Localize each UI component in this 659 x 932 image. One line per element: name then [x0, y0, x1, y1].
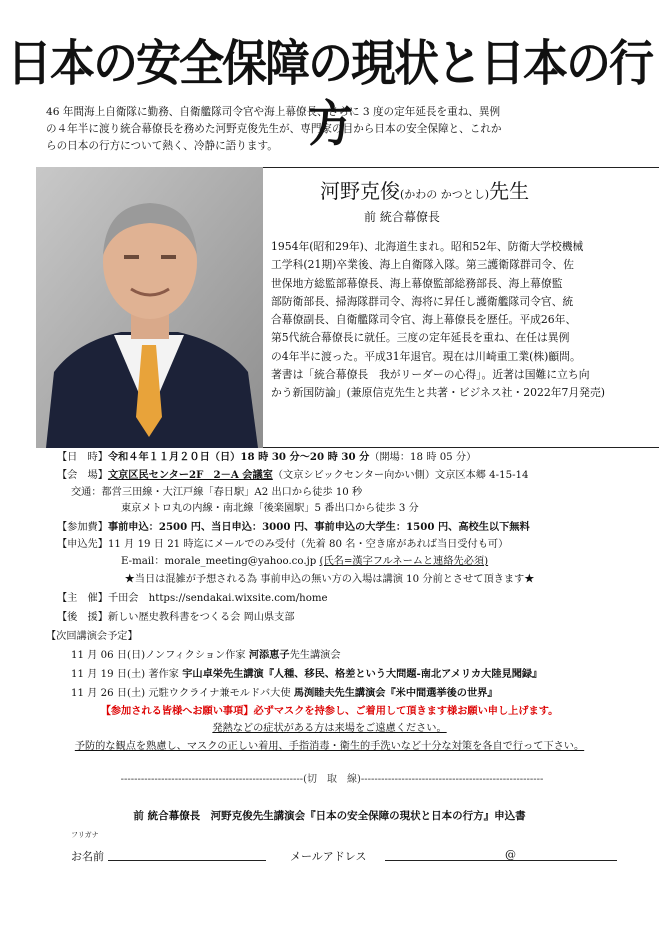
furigana-label: フリガナ	[71, 831, 99, 839]
bio-line: 合幕僚副長、自衛艦隊司令官、海上幕僚長を歴任。平成26年、	[271, 313, 577, 327]
page-title: 日本の安全保障の現状と日本の行方	[6, 34, 652, 153]
access-line: 交通：都営三田線・大江戸線「春日駅」A2 出口から徒歩 10 秒	[71, 487, 363, 498]
intro-line: 46 年間海上自衛隊に勤務、自衛艦隊司令官や海上幕僚長、さらに 3 度の定年延長を重ね、異例	[46, 106, 501, 118]
speaker-bio	[271, 238, 659, 403]
name-field[interactable]	[108, 860, 266, 861]
intro-line: の４年半に渡り統合幕僚長を務めた河野克俊先生が、専門家の目から日本の安全保障と、これか	[46, 123, 502, 135]
fee-row: 【参加費】事前申込：2500 円、当日申込：3000 円、事前申込の大学生：1500 円、高校生以下無料	[57, 521, 530, 533]
bio-line: 1954年(昭和29年)、北海道生まれ。昭和52年、防衛大学校機械	[271, 240, 584, 253]
speaker-photo	[36, 167, 263, 448]
host-link[interactable]: 千田会 https://sendakai.wixsite.com/home	[107, 593, 328, 604]
prevention-note: 予防的な観点を熟慮し、マスクの正しい着用、手指消毒・衛生的手洗いなど十分な対策を各自で行って下さい。	[74, 741, 585, 752]
email-link[interactable]: E-mail：morale_meeting@yahoo.co.jp	[121, 556, 317, 567]
email-row: E-mail：morale_meeting@yahoo.co.jp (氏名=漢字フルネームと連絡先必須)	[121, 556, 489, 567]
cut-line: ------------------------------------------------------(切 取 線)------------------------------------------------------	[120, 774, 544, 785]
next-heading: 【次回講演会予定】	[46, 631, 138, 642]
form-title: 前 統合幕僚長 河野克俊先生講演会『日本の安全保障の現状と日本の行方』申込書	[133, 810, 526, 822]
bio-line: 工学科(21期)卒業後、海上自衛隊入隊。第三護衛隊群司令、佐	[271, 258, 574, 272]
next-item: 11 月 26 日(土) 元駐ウクライナ兼モルドバ大使 馬渕睦夫先生講演会『米中間選挙後の世界』	[71, 687, 498, 699]
notice: ★当日は混雑が予想される為 事前申込の無い方の入場は講演 10 分前とさせて頂きます★	[124, 574, 535, 585]
name-label: お名前	[71, 850, 104, 863]
symptom-note: 発熱などの症状がある方は来場をご遠慮ください。	[212, 723, 447, 734]
bio-line: の4年半に渡った。平成31年退官。現在は川崎重工業(株)顧問。	[271, 349, 581, 363]
next-item: 11 月 19 日(土) 著作家 宇山卓栄先生講演『人種、移民、格差という大問題-南北アメリカ大陸見聞録』	[71, 668, 543, 680]
speaker-name: 河野克俊(かわの かつとし)先生	[320, 179, 530, 203]
bio-line: 著書は「統合幕僚長 我がリーダーの心得」。近著は国難に立ち向	[271, 368, 590, 382]
speaker-post: 前 統合幕僚長	[364, 210, 440, 224]
access-line: 東京メトロ丸の内線・南北線「後楽園駅」5 番出口から徒歩 3 分	[121, 503, 419, 514]
bio-line: かう新国防論」(兼原信克先生と共著・ビジネス社・2022年7月発売)	[271, 386, 605, 400]
intro-text	[46, 104, 626, 155]
email-field[interactable]	[385, 860, 617, 861]
venue-row: 【会 場】文京区民センター2F 2－A 会議室（文京シビックセンター向かい側）文京区本郷 4-15-14	[57, 469, 529, 481]
bio-line: 第5代統合幕僚長に就任。三度の定年延長を重ね、在任は異例	[271, 331, 570, 345]
bio-line: 世保地方総監部幕僚長、海上幕僚監部総務部長、海上幕僚監	[271, 276, 563, 290]
host-row: 【主 催】千田会 https://sendakai.wixsite.com/home	[57, 593, 328, 604]
support-row: 【後 援】新しい歴史教科書をつくる会 岡山県支部	[57, 612, 295, 623]
apply-row: 【申込先】11 月 19 日 21 時迄にメールでのみ受付（先着 80 名・空き席があれば当日受付も可）	[57, 539, 509, 550]
next-item: 11 月 06 日(日)ノンフィクション作家 河添恵子先生講演会	[71, 649, 341, 661]
bio-line: 部防衛部長、掃海隊群司令、海将に昇任し護衛艦隊司令官、統	[271, 294, 574, 308]
email-label: メールアドレス	[290, 850, 367, 863]
intro-line: らの日本の行方について熱く、冷静に語ります。	[46, 140, 278, 152]
date-row: 【日 時】令和４年１１月２０日（日）18 時 30 分～20 時 30 分（開場：18 時 05 分）	[57, 451, 477, 463]
at-sign: @	[505, 848, 516, 861]
mask-request: 【参加される皆様へお願い事項】必ずマスクを持参し、ご着用して頂きます様お願い申し上げます。	[100, 705, 559, 717]
